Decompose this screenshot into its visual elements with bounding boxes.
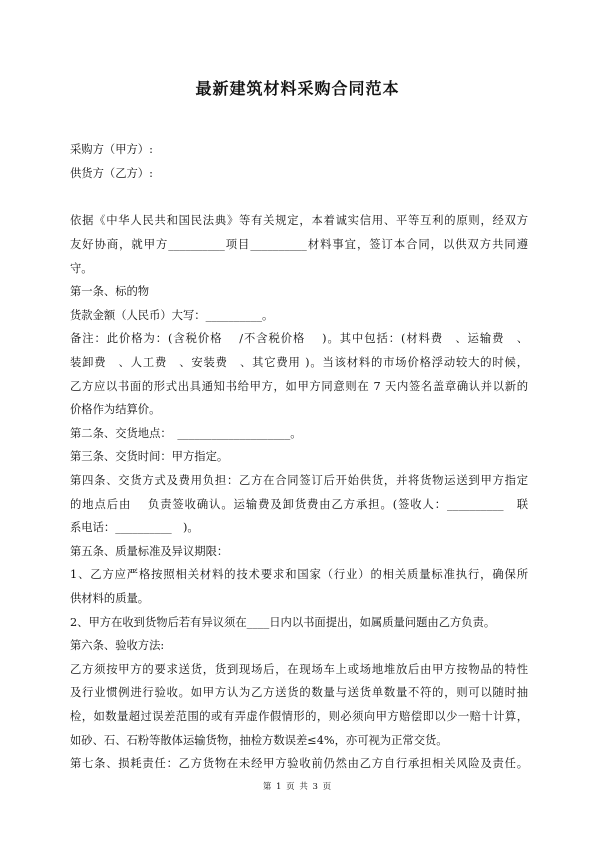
document-title: 最新建筑材料采购合同范本	[195, 79, 400, 98]
body-text-line: 乙方须按甲方的要求送货，货到现场后，在现场车上或场地堆放后由甲方按物品的特性	[70, 663, 528, 676]
body-text-line: 1、乙方应严格按照相关材料的技术要求和国家（行业）的相关质量标准执行，确保所	[70, 568, 528, 581]
body-text-line: 货款金额（人民币）大写：__________。	[70, 309, 274, 322]
section-heading: 第一条、标的物	[70, 285, 150, 298]
body-text-line: 守。	[70, 262, 93, 275]
section-heading: 第四条、交货方式及费用负担：乙方在合同签订后开始供货，并将货物运送到甲方指定	[70, 474, 528, 487]
party-a-line: 采购方（甲方）:	[70, 143, 153, 156]
section-heading: 第七条、损耗责任：乙方货物在未经甲方验收前仍然由乙方自行承担相关风险及责任。	[70, 757, 528, 770]
section-heading: 第五条、质量标准及异议期限：	[70, 545, 229, 558]
page-footer: 第 1 页 共 3 页	[262, 782, 333, 792]
body-text-line: 价格作为结算价。	[70, 403, 161, 416]
section-heading: 第二条、交货地点： ____________________。	[70, 427, 302, 440]
party-b-line: 供货方（乙方）:	[70, 167, 153, 180]
body-text-line: 装卸费 、人工费 、安装费 、其它费用 )。当该材料的市场价格浮动较大的时候，	[70, 356, 528, 369]
section-heading: 第六条、验收方法:	[70, 639, 165, 652]
body-text-line: 如砂、石、石粉等散体运输货物，抽检方数误差≤4%，亦可视为正常交货。	[70, 734, 448, 747]
body-text-line: 检，如数量超过误差范围的或有弄虚作假情形的，则必须向甲方赔偿即以少一赔十计算，	[70, 710, 528, 723]
body-text-line: 乙方应以书面的形式出具通知书给甲方，如甲方同意则在 7 天内签名盖章确认并以新的	[70, 380, 528, 393]
body-text-line: 系电话：__________ )。	[70, 521, 199, 534]
body-text-line: 供材料的质量。	[70, 592, 150, 605]
body-text-line: 2、甲方在收到货物后若有异议须在____日内以书面提出，如属质量问题由乙方负责。	[70, 616, 496, 629]
body-text-line: 的地点后由 负责签收确认。运输费及卸货费由乙方承担。(签收人：__________ 联	[70, 498, 528, 511]
body-text-line: 依据《中华人民共和国民法典》等有关规定，本着诚实信用、平等互利的原则，经双方	[70, 214, 528, 227]
body-text-line: 备注：此价格为：(含税价格 /不含税价格 )。其中包括：(材料费 、运输费 、	[70, 332, 528, 345]
body-text-line: 友好协商，就甲方__________项目__________材料事宜，签订本合同，以供双方共同遵	[70, 238, 528, 251]
body-text-line: 及行业惯例进行验收。如甲方认为乙方送货的数量与送货单数量不符的，则可以随时抽	[70, 686, 528, 699]
section-heading: 第三条、交货时间：甲方指定。	[70, 450, 229, 463]
